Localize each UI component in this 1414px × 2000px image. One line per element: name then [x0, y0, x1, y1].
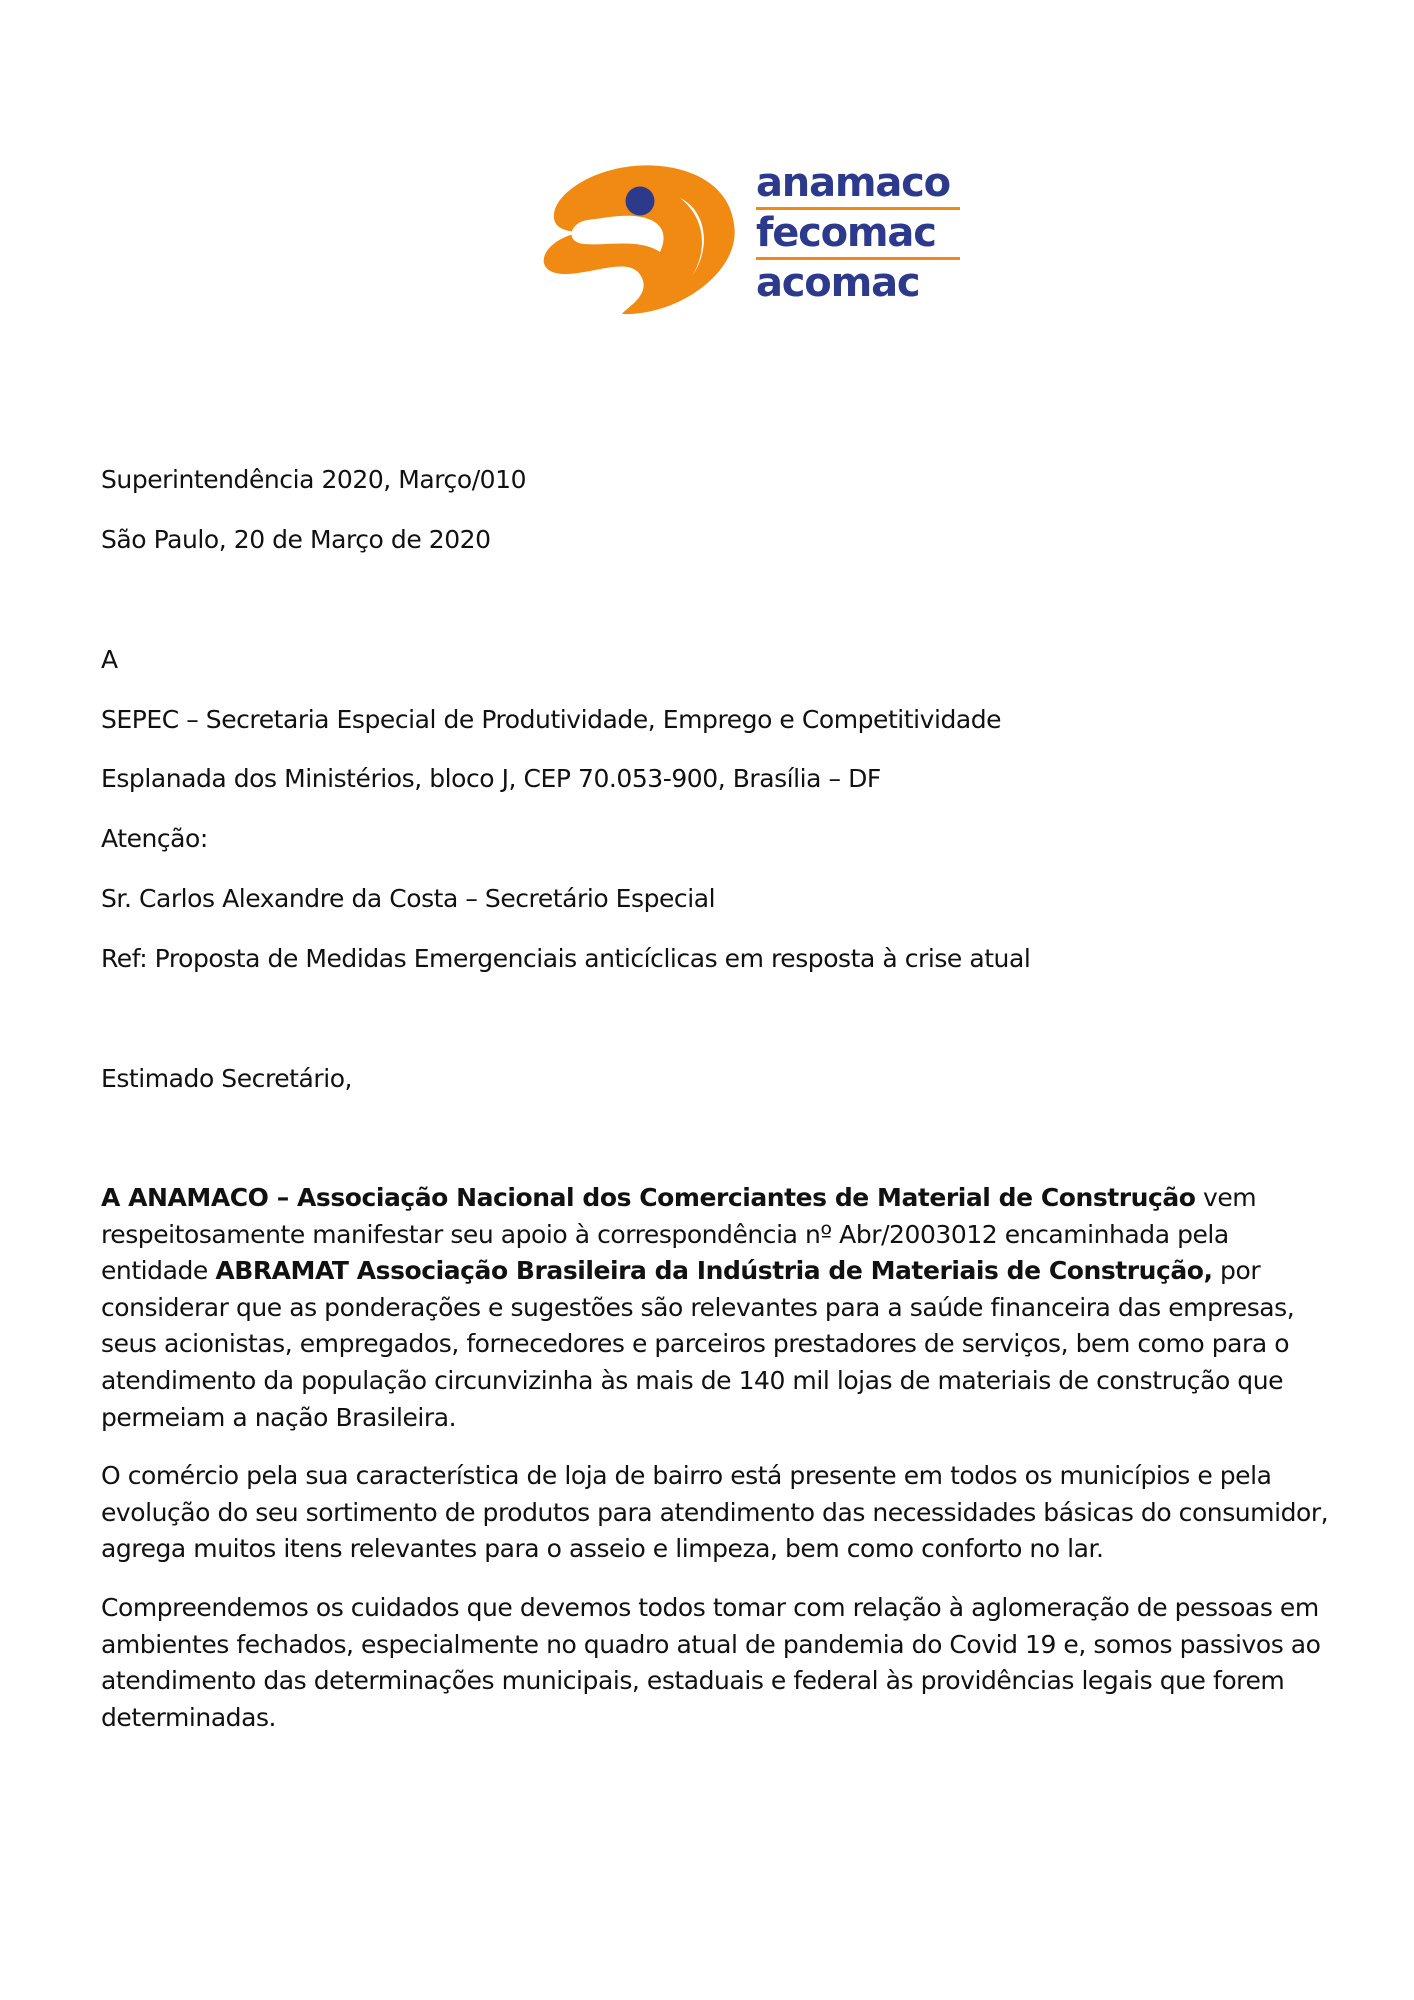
logo-word-acomac: acomac	[756, 260, 920, 306]
logo-word-anamaco: anamaco	[756, 160, 960, 210]
attention-name: Sr. Carlos Alexandre da Costa – Secretário Especial	[101, 884, 716, 913]
logo-wordmark	[756, 160, 960, 310]
abramat-name: ABRAMAT Associação Brasileira da Indústria de Materiais de Construção,	[215, 1256, 1213, 1286]
subject-line: Ref: Proposta de Medidas Emergenciais anticíclicas em resposta à crise atual	[101, 944, 1031, 973]
paragraph-1-text-b: por considerar que as ponderações e sugestões são relevantes para a saúde financeira das empresas, seus acionistas, empregados, fornecedores e parceiros prestadores de serviços, bem como para o atendimento da população circunvizinha às mais de 140 mil lojas de materiais de construção que permeiam a nação Brasileira.	[101, 1256, 1295, 1432]
recipient-prefix: A	[101, 645, 118, 674]
attention-label: Atenção:	[101, 824, 208, 853]
recipient-address: Esplanada dos Ministérios, bloco J, CEP 70.053-900, Brasília – DF	[101, 764, 881, 793]
place-date-line: São Paulo, 20 de Março de 2020	[101, 525, 491, 554]
body-paragraph-1	[101, 1180, 1337, 1436]
body-paragraph-3: Compreendemos os cuidados que devemos todos tomar com relação à aglomeração de pessoas em ambientes fechados, especialmente no quadro atual de pandemia do Covid 19 e, somos passivos ao atendimento das determinações municipais, estaduais e federal às providências legais que forem determinadas.	[101, 1593, 1321, 1732]
paragraph-1-text-a: vem respeitosamente manifestar seu apoio à correspondência nº Abr/2003012 encaminhada pela entidade	[101, 1183, 1257, 1286]
logo-swirl-icon	[530, 158, 745, 318]
logo-word-fecomac: fecomac	[756, 210, 960, 260]
body-paragraph-2: O comércio pela sua característica de loja de bairro está presente em todos os municípios e pela evolução do seu sortimento de produtos para atendimento das necessidades básicas do consumidor, agrega muitos itens relevantes para o asseio e limpeza, bem como conforto no lar.	[101, 1461, 1329, 1564]
salutation: Estimado Secretário,	[101, 1064, 353, 1093]
anamaco-logo	[530, 158, 960, 318]
reference-line: Superintendência 2020, Março/010	[101, 465, 527, 494]
anamaco-name: A ANAMACO – Associação Nacional dos Comerciantes de Material de Construção	[101, 1183, 1196, 1212]
recipient-organization: SEPEC – Secretaria Especial de Produtividade, Emprego e Competitividade	[101, 705, 1002, 734]
